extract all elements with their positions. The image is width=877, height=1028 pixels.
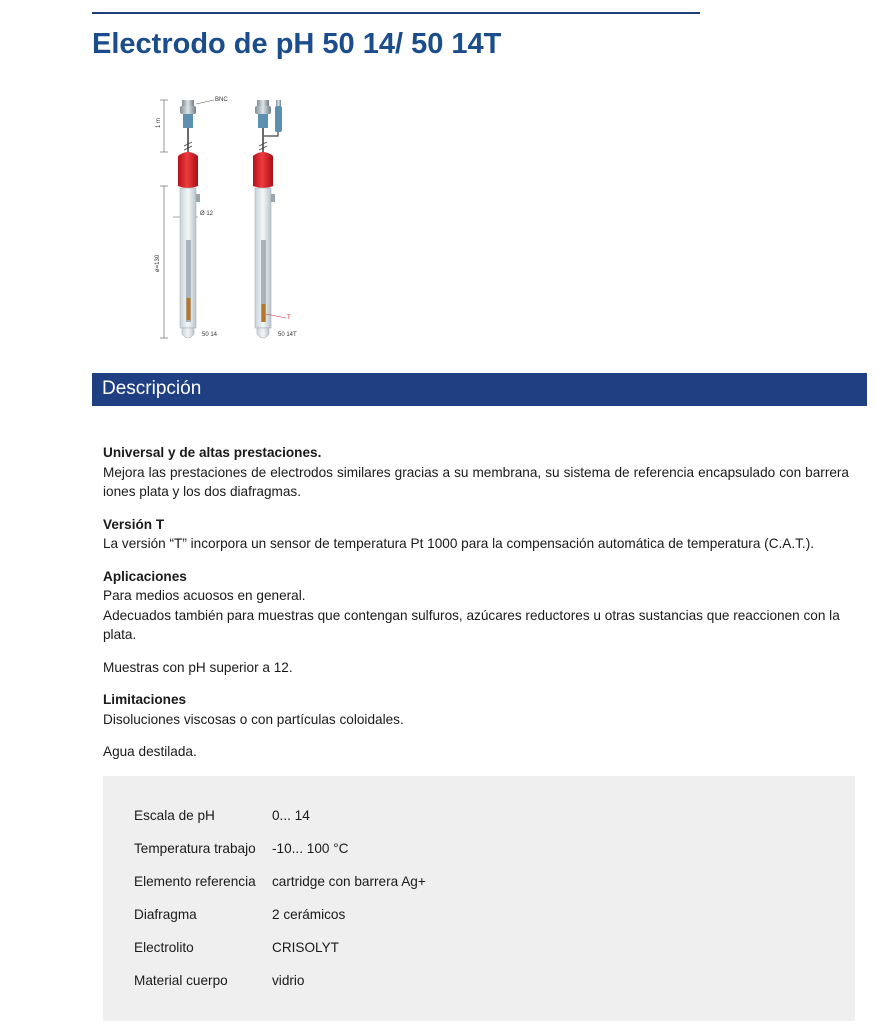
spec-row [130,898,432,931]
applications-line-1: Para medios acuosos en general. [103,588,306,603]
cable-length-label: 1 m [156,117,162,128]
length-label: ø=130 [155,254,161,272]
applications-extra: Muestras con pH superior a 12. [103,659,293,675]
spec-value: 0... 14 [272,808,310,823]
version-paragraph [103,515,849,554]
version-heading: Versión T [103,516,165,532]
spec-label: Electrolito [134,940,194,955]
spec-value: cartridge con barrera Ag+ [272,874,426,889]
version-text: La versión “T” incorpora un sensor de temperatura Pt 1000 para la compensación automática de temperatura (C.A.T.). [103,536,815,551]
spec-row [130,832,432,865]
electrode-50-14t [253,100,282,338]
specifications-panel [103,776,855,1021]
top-rule [92,12,700,14]
intro-heading: Universal y de altas prestaciones. [103,445,322,460]
specifications-table [130,799,432,997]
spec-row [130,865,432,898]
page-title: Electrodo de pH 50 14/ 50 14T [92,28,502,60]
limitations-extra: Agua destilada. [103,744,197,759]
spec-label: Temperatura trabajo [134,841,256,856]
spec-label: Escala de pH [134,808,215,823]
spec-value: vidrio [272,973,305,988]
intro-paragraph [103,443,849,502]
spec-label: Material cuerpo [134,973,228,988]
electrode-diagram [140,90,320,345]
section-title: Descripción [102,378,202,399]
spec-row [130,931,432,964]
spec-value: 2 cerámicos [272,907,346,922]
diameter-label: Ø 12 [200,211,214,217]
spec-label: Diafragma [134,907,197,922]
applications-paragraph [103,567,849,645]
section-header-description [92,373,867,406]
limitations-paragraph [103,690,849,729]
applications-heading: Aplicaciones [103,568,187,584]
spec-row [130,964,432,997]
spec-label: Elemento referencia [134,874,256,889]
temperature-sensor-label: T [287,315,291,321]
intro-text: Mejora las prestaciones de electrodos similares gracias a su membrana, su sistema de referencia encapsulado con barrera iones plata y los dos diafragmas. [103,464,849,499]
model-label-50-14: 50 14 [202,332,218,338]
spec-value: CRISOLYT [272,940,339,955]
limitations-text: Disoluciones viscosas o con partículas coloidales. [103,711,404,727]
spec-value: -10... 100 °C [272,841,349,856]
model-label-50-14t: 50 14T [278,332,297,338]
bnc-label: BNC [215,97,228,103]
electrode-50-14 [178,100,200,338]
description-content [103,443,849,775]
spec-row [130,799,432,832]
limitations-heading: Limitaciones [103,692,187,707]
applications-line-2: Adecuados también para muestras que contengan sulfuros, azúcares reductores u otras sustancias que reaccionen con la plata. [103,607,840,642]
